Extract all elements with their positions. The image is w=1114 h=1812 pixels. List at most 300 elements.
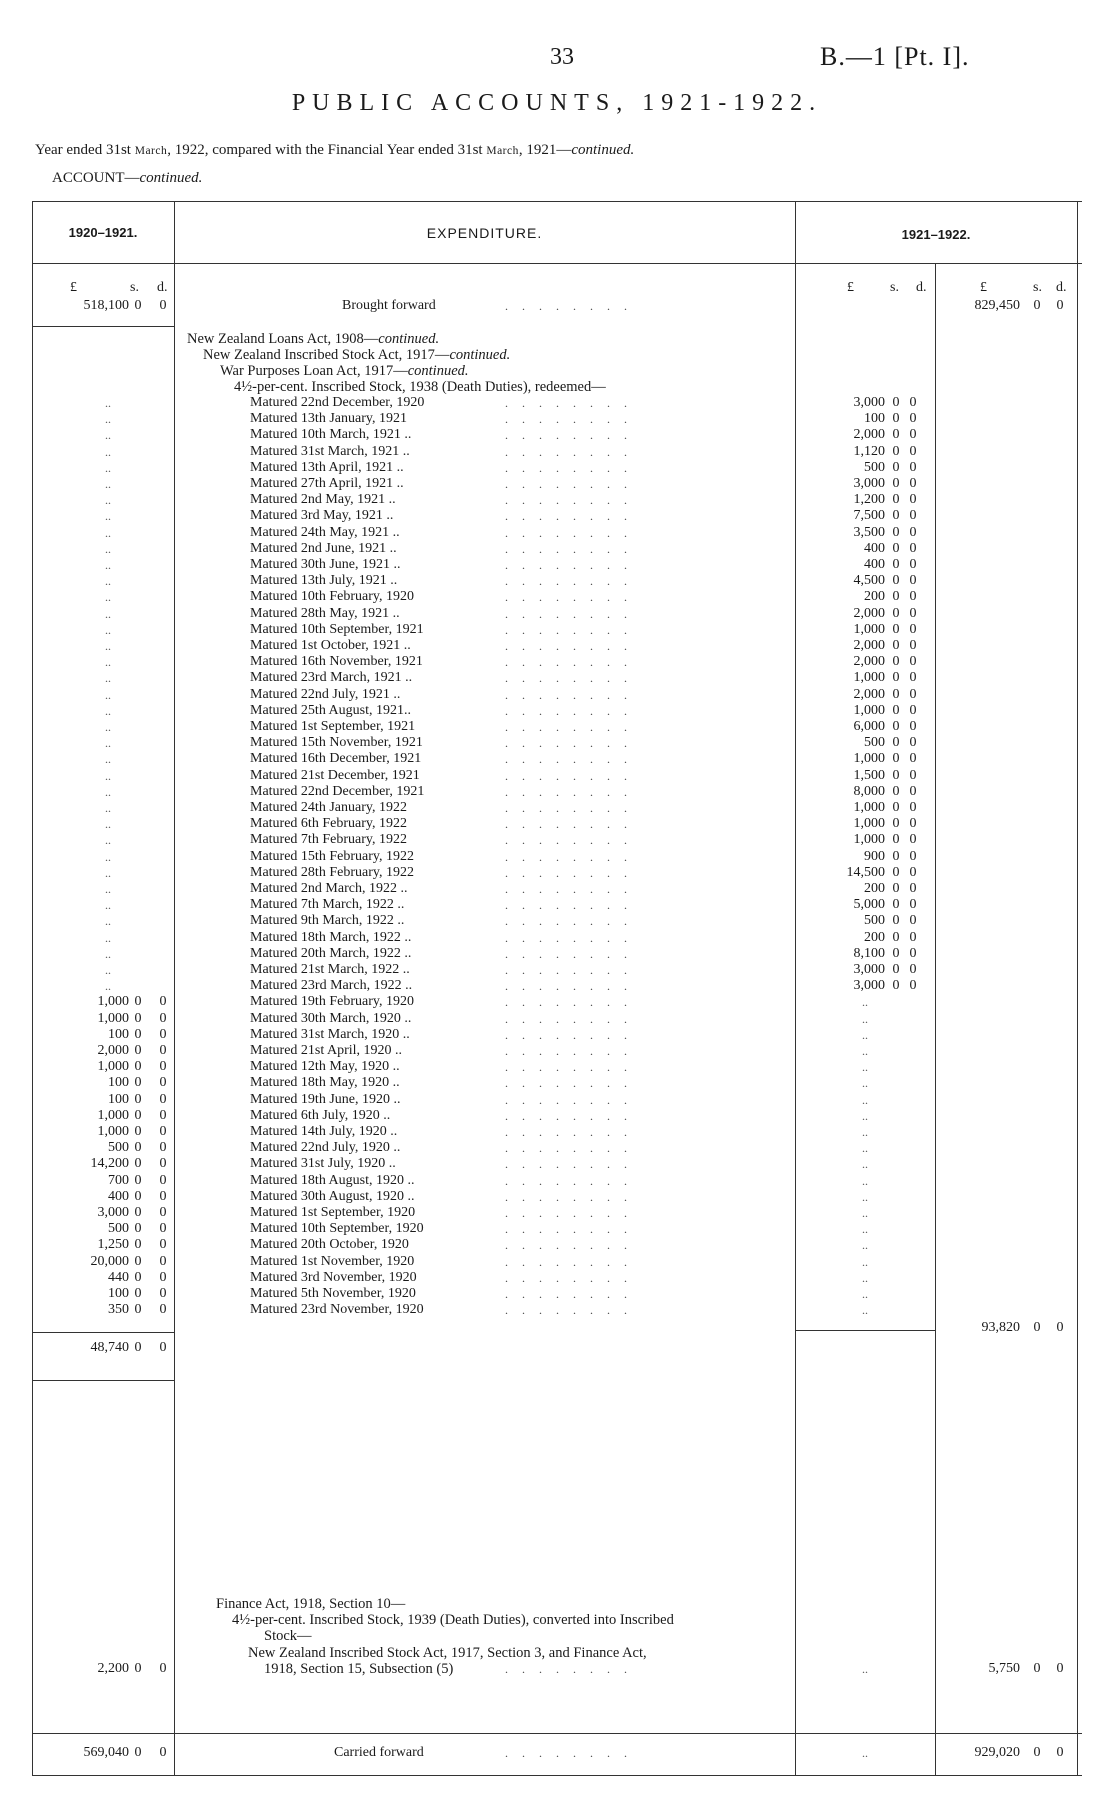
amount-pence: 0 xyxy=(159,1140,167,1156)
amount-shillings: 0 xyxy=(134,1205,142,1220)
leader-dots: ........ xyxy=(505,784,641,799)
table-row xyxy=(0,800,1114,816)
amount-pounds: 2,000 xyxy=(853,605,885,621)
empty-marker: .. xyxy=(105,509,111,524)
leader-dots: ........ xyxy=(505,963,641,977)
table-row xyxy=(0,930,1114,946)
leader-dots: ........ xyxy=(505,1125,641,1139)
amount-pounds: 1,000 xyxy=(853,816,885,832)
amount-pounds: 900 xyxy=(864,848,885,864)
table-row xyxy=(0,541,1114,557)
amount-shillings: 0 xyxy=(892,864,900,880)
empty-marker: .. xyxy=(105,703,111,718)
table-row xyxy=(0,946,1114,962)
leader-dots: ........ xyxy=(505,720,641,734)
amount-shillings: 0 xyxy=(134,994,142,1010)
leader-dots: ........ xyxy=(505,493,641,508)
leader-dots: ........ xyxy=(505,1060,641,1075)
amount-pounds: 1,000 xyxy=(853,702,885,718)
amount-pence: 0 xyxy=(909,832,917,848)
table-row xyxy=(0,978,1114,994)
heading-war-purposes-loan-act: War Purposes Loan Act, 1917—continued. xyxy=(220,363,469,379)
amount-shillings: 0 xyxy=(892,978,900,994)
empty-marker: .. xyxy=(862,1044,868,1058)
amount-pounds: 1,000 xyxy=(853,751,885,767)
table-row xyxy=(0,735,1114,751)
amount-pounds: 350 xyxy=(108,1302,129,1318)
table-row xyxy=(0,784,1114,800)
row-label: Matured 23rd November, 1920 xyxy=(250,1302,424,1318)
amount-shillings: 0 xyxy=(134,1269,142,1285)
empty-marker: .. xyxy=(105,768,111,783)
leader-dots: ........ xyxy=(505,1027,641,1042)
amount-pence: 0 xyxy=(909,638,917,653)
amount-pounds: 1,000 xyxy=(97,1124,129,1139)
row-label: Matured 16th December, 1921 xyxy=(250,751,422,767)
row-label: Matured 10th March, 1921 .. xyxy=(250,427,412,443)
empty-marker: .. xyxy=(105,477,111,491)
leader-dots: ........ xyxy=(505,1287,641,1301)
amount-shillings: 0 xyxy=(892,702,900,718)
amount-shillings: 0 xyxy=(134,1075,142,1091)
leader-dots: ........ xyxy=(505,898,641,913)
amount-pounds: 500 xyxy=(108,1221,129,1237)
empty-marker: .. xyxy=(105,882,111,896)
leader-dots: ........ xyxy=(505,606,641,621)
table-row xyxy=(0,460,1114,476)
amount-pounds: 1,000 xyxy=(853,800,885,815)
amount-pence: 0 xyxy=(909,702,917,718)
row-label: Matured 24th May, 1921 .. xyxy=(250,524,400,540)
amount-pounds: 1,000 xyxy=(97,1059,129,1075)
empty-marker: .. xyxy=(862,1011,868,1026)
table-row xyxy=(0,606,1114,622)
table-row xyxy=(0,1156,1114,1172)
amount-pounds: 7,500 xyxy=(853,508,885,524)
amount-pounds: 3,000 xyxy=(853,395,885,410)
amount-pence: 0 xyxy=(909,962,917,977)
leader-dots: ........ xyxy=(505,1254,641,1269)
row-label: Matured 7th March, 1922 .. xyxy=(250,897,405,913)
amount-pence: 0 xyxy=(909,735,917,751)
row-label: Matured 18th May, 1920 .. xyxy=(250,1075,400,1091)
leader-dots: ........ xyxy=(505,1108,641,1123)
row-label: Matured 2nd May, 1921 .. xyxy=(250,492,396,508)
amount-pounds: 3,000 xyxy=(97,1205,129,1220)
row-label: Matured 21st December, 1921 xyxy=(250,767,420,783)
amount-pounds: 500 xyxy=(108,1140,129,1156)
empty-marker: .. xyxy=(105,849,111,864)
empty-marker: .. xyxy=(862,1092,868,1107)
amount-pence: 0 xyxy=(159,1091,167,1107)
leader-dots: ........ xyxy=(505,1173,641,1188)
leader-dots: ........ xyxy=(505,477,641,491)
amount-shillings: 0 xyxy=(134,1043,142,1058)
leader-dots: ........ xyxy=(505,1092,641,1107)
leader-dots: ........ xyxy=(505,865,641,880)
row-label: Matured 31st March, 1920 .. xyxy=(250,1026,410,1042)
empty-marker: .. xyxy=(862,1173,868,1188)
amount-pounds: 200 xyxy=(864,929,885,945)
row-label: Matured 25th August, 1921.. xyxy=(250,702,411,718)
amount-shillings: 0 xyxy=(892,848,900,864)
row-label: Matured 28th February, 1922 xyxy=(250,864,414,880)
table-row xyxy=(0,1140,1114,1156)
carried-forward-row: 569,040 0 0 Carried forward ........ .. 929,020 0 0 xyxy=(83,1745,1064,1760)
amount-pence: 0 xyxy=(909,476,917,491)
leader-dots: ........ xyxy=(505,1076,641,1091)
amount-shillings: 0 xyxy=(892,897,900,913)
amount-shillings: 0 xyxy=(892,443,900,459)
amount-pence: 0 xyxy=(159,1253,167,1269)
document-reference: B.—1 [Pt. I]. xyxy=(820,42,970,71)
subtotal-1921-1922: 93,820 0 0 xyxy=(981,1320,1064,1335)
subtotal-1920-1921: 48,740 0 0 xyxy=(90,1340,167,1355)
table-row xyxy=(0,849,1114,865)
empty-marker: .. xyxy=(862,1060,868,1075)
amount-shillings: 0 xyxy=(892,832,900,848)
amount-pence: 0 xyxy=(159,1075,167,1091)
page-title: PUBLIC ACCOUNTS, 1921-1922. xyxy=(291,90,823,116)
amount-pounds: 2,000 xyxy=(853,654,885,670)
row-label: Matured 22nd December, 1920 xyxy=(250,395,425,410)
leader-dots: ........ xyxy=(505,849,641,864)
amount-pounds: 4,500 xyxy=(853,573,885,589)
leader-dots: ........ xyxy=(505,1044,641,1058)
table-row xyxy=(0,508,1114,524)
amount-pounds: 14,500 xyxy=(846,864,885,880)
leader-dots: ........ xyxy=(505,882,641,896)
amount-pounds: 200 xyxy=(864,589,885,605)
empty-marker: .. xyxy=(105,606,111,621)
amount-pence: 0 xyxy=(909,913,917,929)
empty-marker: .. xyxy=(105,736,111,751)
leader-dots: ........ xyxy=(505,1189,641,1204)
leader-dots: ........ xyxy=(505,671,641,686)
row-label: Matured 2nd March, 1922 .. xyxy=(250,881,408,896)
row-label: Matured 23rd March, 1922 .. xyxy=(250,978,413,994)
row-label: Matured 21st March, 1922 .. xyxy=(250,962,410,977)
table-row xyxy=(0,1286,1114,1302)
finance-act-line-4: New Zealand Inscribed Stock Act, 1917, Section 3, and Finance Act, xyxy=(248,1645,647,1661)
amount-shillings: 0 xyxy=(892,589,900,605)
row-label: Matured 14th July, 1920 .. xyxy=(250,1124,398,1139)
amount-shillings: 0 xyxy=(134,1140,142,1156)
row-label: Matured 5th November, 1920 xyxy=(250,1286,416,1301)
empty-marker: .. xyxy=(862,1125,868,1139)
leader-dots: ........ xyxy=(505,768,641,783)
row-label: Matured 22nd July, 1920 .. xyxy=(250,1140,401,1156)
finance-act-heading: Finance Act, 1918, Section 10— xyxy=(216,1596,406,1612)
amount-pence: 0 xyxy=(159,1010,167,1026)
empty-marker: .. xyxy=(862,1076,868,1091)
leader-dots: ........ xyxy=(505,914,641,929)
amount-pounds: 1,000 xyxy=(97,994,129,1010)
amount-shillings: 0 xyxy=(134,1026,142,1042)
row-label: Matured 16th November, 1921 xyxy=(250,654,423,670)
table-row xyxy=(0,1043,1114,1059)
row-label: Matured 3rd November, 1920 xyxy=(250,1269,417,1285)
row-label: Matured 15th February, 1922 xyxy=(250,848,414,864)
leader-dots: ........ xyxy=(505,558,641,572)
table-row xyxy=(0,1254,1114,1270)
row-label: Matured 27th April, 1921 .. xyxy=(250,476,404,491)
amount-pence: 0 xyxy=(909,686,917,702)
table-row xyxy=(0,573,1114,589)
amount-pounds: 1,500 xyxy=(853,767,885,783)
amount-pounds: 1,000 xyxy=(97,1010,129,1026)
amount-pounds: 200 xyxy=(864,881,885,896)
row-label: Matured 20th October, 1920 xyxy=(250,1237,409,1253)
row-label: Matured 30th March, 1920 .. xyxy=(250,1010,412,1026)
empty-marker: .. xyxy=(862,1189,868,1204)
empty-marker: .. xyxy=(105,687,111,702)
table-row xyxy=(0,1221,1114,1237)
subtitle: Year ended 31st March, 1922, compared with the Financial Year ended 31st March, 1921—continued. xyxy=(35,142,635,158)
amount-pounds: 3,000 xyxy=(853,476,885,491)
empty-marker: .. xyxy=(105,833,111,848)
row-label: Matured 3rd May, 1921 .. xyxy=(250,508,394,524)
amount-shillings: 0 xyxy=(892,638,900,653)
table-row xyxy=(0,670,1114,686)
row-label: Matured 28th May, 1921 .. xyxy=(250,605,400,621)
amount-pounds: 500 xyxy=(864,913,885,929)
empty-marker: .. xyxy=(862,1157,868,1172)
amount-pence: 0 xyxy=(909,767,917,783)
amount-pence: 0 xyxy=(909,800,917,815)
amount-shillings: 0 xyxy=(892,508,900,524)
leader-dots: ........ xyxy=(505,979,641,994)
amount-pence: 0 xyxy=(909,751,917,767)
amount-pence: 0 xyxy=(159,1107,167,1123)
row-label: Matured 6th July, 1920 .. xyxy=(250,1107,391,1123)
empty-marker: .. xyxy=(105,801,111,815)
leader-dots: ........ xyxy=(505,525,641,540)
row-label: Matured 13th January, 1921 xyxy=(250,411,407,427)
amount-pounds: 2,000 xyxy=(97,1043,129,1058)
amount-pounds: 2,000 xyxy=(853,686,885,702)
amount-pounds: 3,500 xyxy=(853,524,885,540)
row-label: Matured 1st September, 1920 xyxy=(250,1205,416,1220)
table-row xyxy=(0,492,1114,508)
row-label: Matured 10th February, 1920 xyxy=(250,589,414,605)
amount-shillings: 0 xyxy=(892,881,900,896)
amount-shillings: 0 xyxy=(892,783,900,799)
finance-act-line-2: 4½-per-cent. Inscribed Stock, 1939 (Death Duties), converted into Inscribed xyxy=(232,1612,674,1628)
table-row xyxy=(0,589,1114,605)
empty-marker: .. xyxy=(105,574,111,589)
row-label: Matured 24th January, 1922 xyxy=(250,800,407,815)
leader-dots: ........ xyxy=(505,801,641,815)
amount-pence: 0 xyxy=(909,670,917,686)
amount-shillings: 0 xyxy=(134,1237,142,1253)
table-row xyxy=(0,1059,1114,1075)
table-row xyxy=(0,444,1114,460)
leader-dots: ........ xyxy=(505,817,641,832)
table-row xyxy=(0,1124,1114,1140)
amount-shillings: 0 xyxy=(892,800,900,815)
table-row xyxy=(0,622,1114,638)
amount-shillings: 0 xyxy=(892,459,900,475)
table-row xyxy=(0,962,1114,978)
amount-pounds: 400 xyxy=(864,540,885,556)
amount-pounds: 1,000 xyxy=(97,1107,129,1123)
row-label: Matured 1st November, 1920 xyxy=(250,1253,415,1269)
amount-pence: 0 xyxy=(159,1205,167,1220)
amount-pence: 0 xyxy=(909,508,917,524)
empty-marker: .. xyxy=(105,865,111,880)
leader-dots: ........ xyxy=(505,1238,641,1253)
row-label: Matured 1st September, 1921 xyxy=(250,719,416,734)
amount-shillings: 0 xyxy=(134,1107,142,1123)
amount-shillings: 0 xyxy=(892,670,900,686)
amount-pence: 0 xyxy=(909,540,917,556)
leader-dots: ........ xyxy=(505,428,641,443)
amount-pence: 0 xyxy=(159,1221,167,1237)
heading-inscribed-stock-act: New Zealand Inscribed Stock Act, 1917—continued. xyxy=(203,347,511,363)
row-label: Matured 9th March, 1922 .. xyxy=(250,913,405,929)
amount-shillings: 0 xyxy=(892,476,900,491)
amount-pence: 0 xyxy=(159,1124,167,1139)
table-row xyxy=(0,411,1114,427)
amount-pence: 0 xyxy=(159,1172,167,1188)
amount-pence: 0 xyxy=(909,557,917,572)
heading-inscribed-stock-1938: 4½-per-cent. Inscribed Stock, 1938 (Death Duties), redeemed— xyxy=(234,379,606,395)
leader-dots: ........ xyxy=(505,1141,641,1156)
empty-marker: .. xyxy=(862,1238,868,1253)
leader-dots: ........ xyxy=(505,1222,641,1237)
leader-dots: ........ xyxy=(505,1270,641,1285)
table-row xyxy=(0,816,1114,832)
amount-shillings: 0 xyxy=(892,540,900,556)
row-label: Matured 20th March, 1922 .. xyxy=(250,945,412,961)
amount-shillings: 0 xyxy=(892,654,900,670)
table-row xyxy=(0,1237,1114,1253)
currency-units-row: £ s. d. £ s. d. £ s. d. xyxy=(70,280,1067,295)
amount-pence: 0 xyxy=(909,524,917,540)
table-row xyxy=(0,897,1114,913)
empty-marker: .. xyxy=(105,444,111,459)
amount-shillings: 0 xyxy=(892,735,900,751)
amount-pounds: 400 xyxy=(108,1188,129,1204)
row-label: Matured 30th August, 1920 .. xyxy=(250,1188,415,1204)
table-row xyxy=(0,751,1114,767)
amount-pounds: 500 xyxy=(864,459,885,475)
table-row xyxy=(0,881,1114,897)
amount-shillings: 0 xyxy=(134,1059,142,1075)
amount-shillings: 0 xyxy=(892,605,900,621)
leader-dots: ........ xyxy=(505,1157,641,1172)
table-row xyxy=(0,638,1114,654)
table-row xyxy=(0,1075,1114,1091)
empty-marker: .. xyxy=(105,396,111,410)
leader-dots: ........ xyxy=(505,736,641,751)
amount-shillings: 0 xyxy=(134,1302,142,1318)
row-label: Matured 31st July, 1920 .. xyxy=(250,1156,396,1172)
row-label: Matured 18th March, 1922 .. xyxy=(250,929,412,945)
leader-dots: ........ xyxy=(505,622,641,637)
amount-pence: 0 xyxy=(909,864,917,880)
amount-shillings: 0 xyxy=(892,913,900,929)
empty-marker: .. xyxy=(862,1254,868,1269)
row-label: Matured 7th February, 1922 xyxy=(250,832,407,848)
amount-pounds: 8,100 xyxy=(853,945,885,961)
amount-shillings: 0 xyxy=(134,1091,142,1107)
amount-pounds: 1,000 xyxy=(853,832,885,848)
empty-marker: .. xyxy=(105,914,111,929)
amount-pence: 0 xyxy=(159,1043,167,1058)
col-header-1920-1921: 1920–1921. xyxy=(68,225,138,240)
amount-pence: 0 xyxy=(159,1286,167,1301)
finance-act-row: 2,200 0 0 1918, Section 15, Subsection (5) ........ .. 5,750 0 0 xyxy=(97,1661,1064,1677)
empty-marker: .. xyxy=(862,1303,868,1318)
amount-shillings: 0 xyxy=(134,1188,142,1204)
leader-dots: ........ xyxy=(505,752,641,767)
row-label: Matured 18th August, 1920 .. xyxy=(250,1172,415,1188)
amount-shillings: 0 xyxy=(892,929,900,945)
leader-dots: ........ xyxy=(505,509,641,524)
table-row xyxy=(0,1270,1114,1286)
leader-dots: ........ xyxy=(505,639,641,653)
amount-pence: 0 xyxy=(159,1026,167,1042)
empty-marker: .. xyxy=(105,655,111,670)
row-label: Matured 30th June, 1921 .. xyxy=(250,557,401,572)
amount-pounds: 1,000 xyxy=(853,670,885,686)
amount-shillings: 0 xyxy=(134,1124,142,1139)
row-label: Matured 10th September, 1921 xyxy=(250,621,424,637)
leader-dots: ........ xyxy=(505,995,641,1010)
leader-dots: ........ xyxy=(505,703,641,718)
empty-marker: .. xyxy=(105,930,111,945)
empty-marker: .. xyxy=(105,898,111,913)
amount-pounds: 20,000 xyxy=(90,1253,129,1269)
table-row xyxy=(0,768,1114,784)
amount-pence: 0 xyxy=(909,945,917,961)
table-row xyxy=(0,1173,1114,1189)
amount-pence: 0 xyxy=(159,1302,167,1318)
leader-dots: ........ xyxy=(505,574,641,589)
table-row xyxy=(0,832,1114,848)
amount-pence: 0 xyxy=(909,929,917,945)
amount-pence: 0 xyxy=(909,719,917,734)
amount-shillings: 0 xyxy=(892,395,900,410)
amount-shillings: 0 xyxy=(134,1010,142,1026)
amount-pence: 0 xyxy=(159,994,167,1010)
amount-shillings: 0 xyxy=(892,945,900,961)
amount-shillings: 0 xyxy=(892,427,900,443)
table-row xyxy=(0,427,1114,443)
leader-dots: ........ xyxy=(505,1206,641,1220)
row-label: Matured 2nd June, 1921 .. xyxy=(250,540,397,556)
empty-marker: .. xyxy=(862,1108,868,1123)
amount-pounds: 100 xyxy=(108,1286,129,1301)
table-row xyxy=(0,395,1114,411)
leader-dots: ........ xyxy=(505,946,641,961)
leader-dots: ........ xyxy=(505,444,641,459)
amount-shillings: 0 xyxy=(892,816,900,832)
table-row xyxy=(0,687,1114,703)
table-row xyxy=(0,1108,1114,1124)
table-row xyxy=(0,1027,1114,1043)
amount-pounds: 100 xyxy=(864,411,885,427)
amount-pence: 0 xyxy=(909,395,917,410)
amount-shillings: 0 xyxy=(892,962,900,977)
amount-pounds: 2,000 xyxy=(853,427,885,443)
row-label: Matured 13th July, 1921 .. xyxy=(250,573,398,589)
empty-marker: .. xyxy=(862,1270,868,1285)
empty-marker: .. xyxy=(105,558,111,572)
amount-pounds: 700 xyxy=(108,1172,129,1188)
